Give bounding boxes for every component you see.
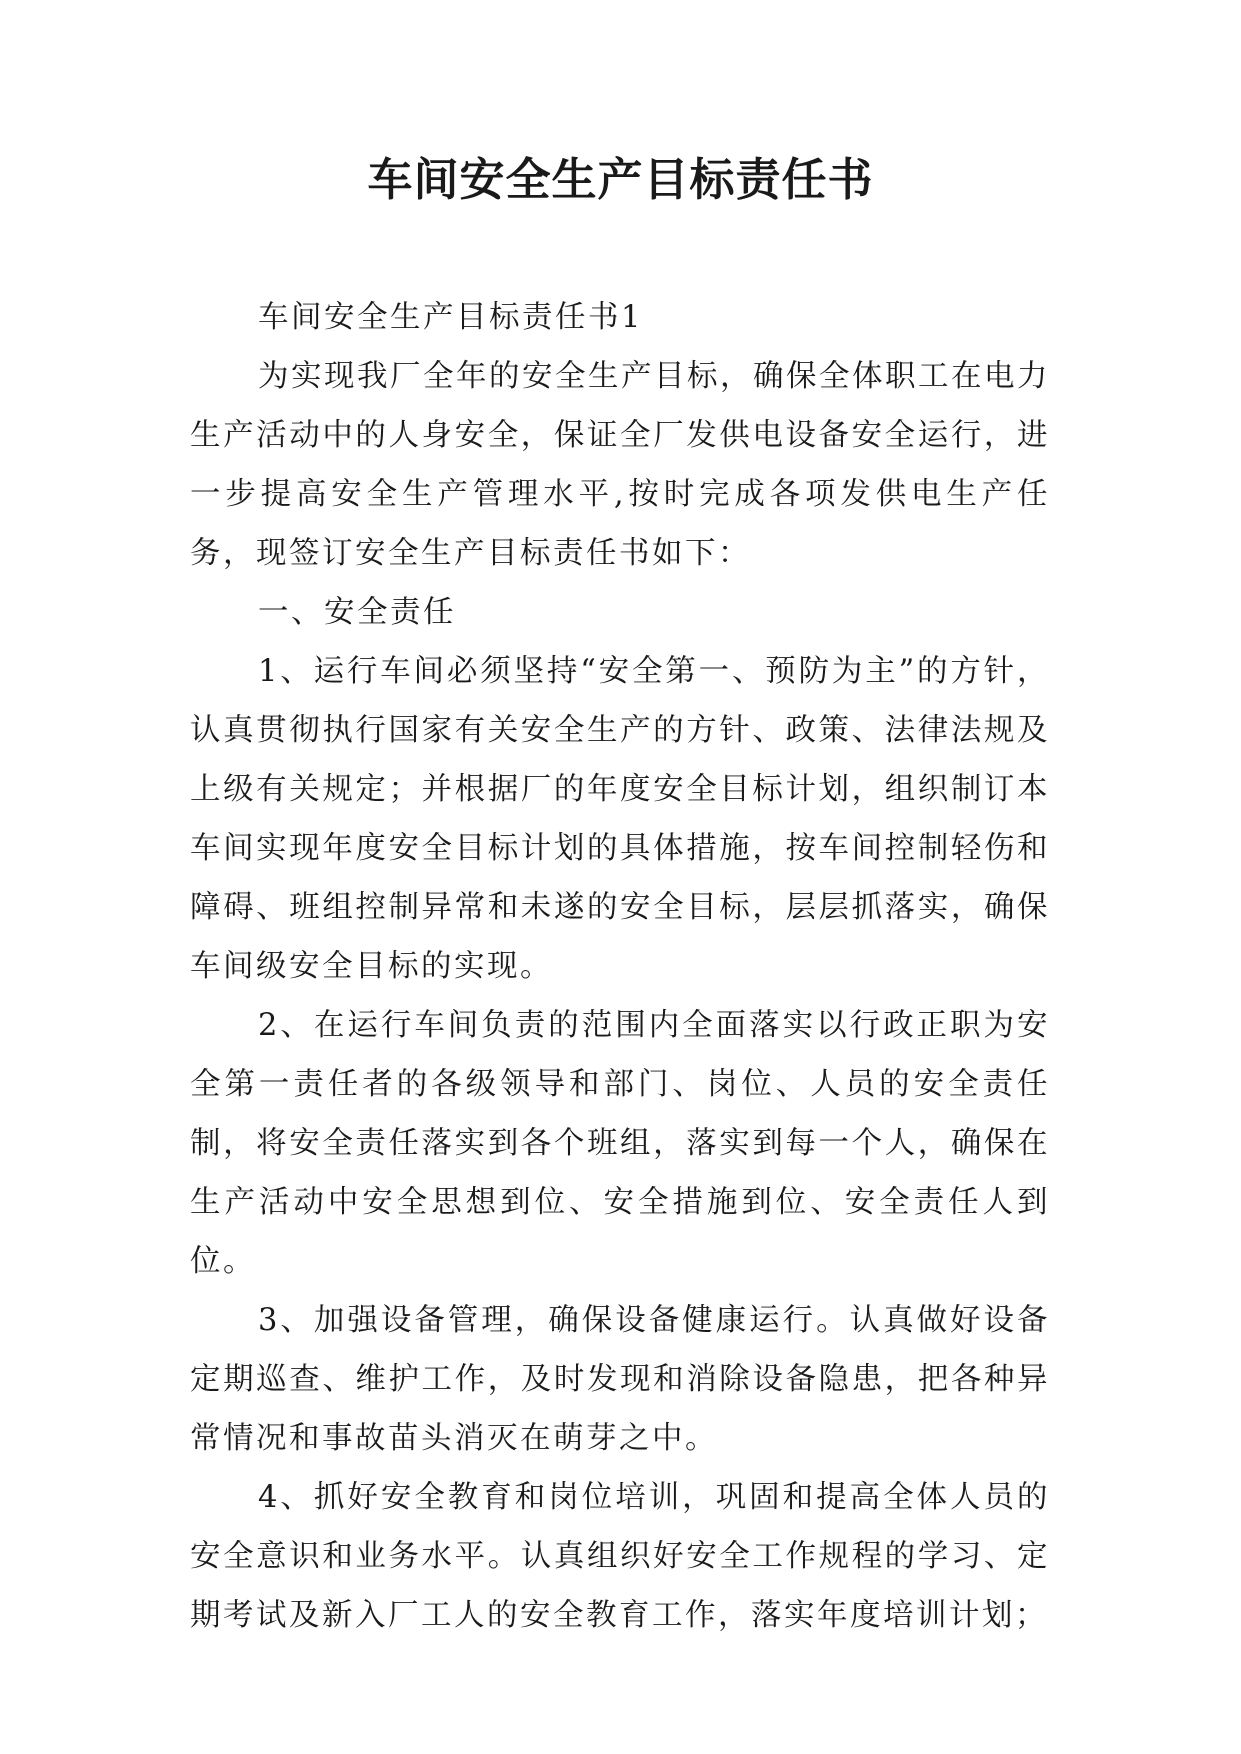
clause-4-paragraph: 4、抓好安全教育和岗位培训，巩固和提高全体人员的安全意识和业务水平。认真组织好安全工作规程的学习、定期考试及新入厂工人的安全教育工作，落实年度培训计划； — [190, 1480, 1050, 1633]
clause-1-paragraph: 1、运行车间必须坚持“安全第一、预防为主”的方针，认真贯彻执行国家有关安全生产的方针、政策、法律法规及上级有关规定；并根据厂的年度安全目标计划，组织制订本车间实现年度安全目标计划的具体措施，按车间控制轻伤和障碍、班组控制异常和未遂的安全目标，层层抓落实，确保车间级安全目标的实现。 — [190, 654, 1050, 984]
section-heading: 一、安全责任 — [258, 595, 456, 630]
document-title: 车间安全生产目标责任书 — [367, 153, 874, 206]
clause-3-paragraph: 3、加强设备管理，确保设备健康运行。认真做好设备定期巡查、维护工作，及时发现和消除设备隐患，把各种异常情况和事故苗头消灭在萌芽之中。 — [190, 1303, 1050, 1456]
subtitle-paragraph: 车间安全生产目标责任书1 — [258, 300, 643, 335]
clause-2-paragraph: 2、在运行车间负责的范围内全面落实以行政正职为安全第一责任者的各级领导和部门、岗位、人员的安全责任制，将安全责任落实到各个班组，落实到每一个人，确保在生产活动中安全思想到位、安全措施到位、安全责任人到位。 — [190, 1008, 1050, 1279]
intro-paragraph: 为实现我厂全年的安全生产目标，确保全体职工在电力生产活动中的人身安全，保证全厂发供电设备安全运行，进一步提高安全生产管理水平,按时完成各项发供电生产任务，现签订安全生产目标责任书如下： — [190, 359, 1050, 571]
document-body — [190, 288, 1050, 1645]
